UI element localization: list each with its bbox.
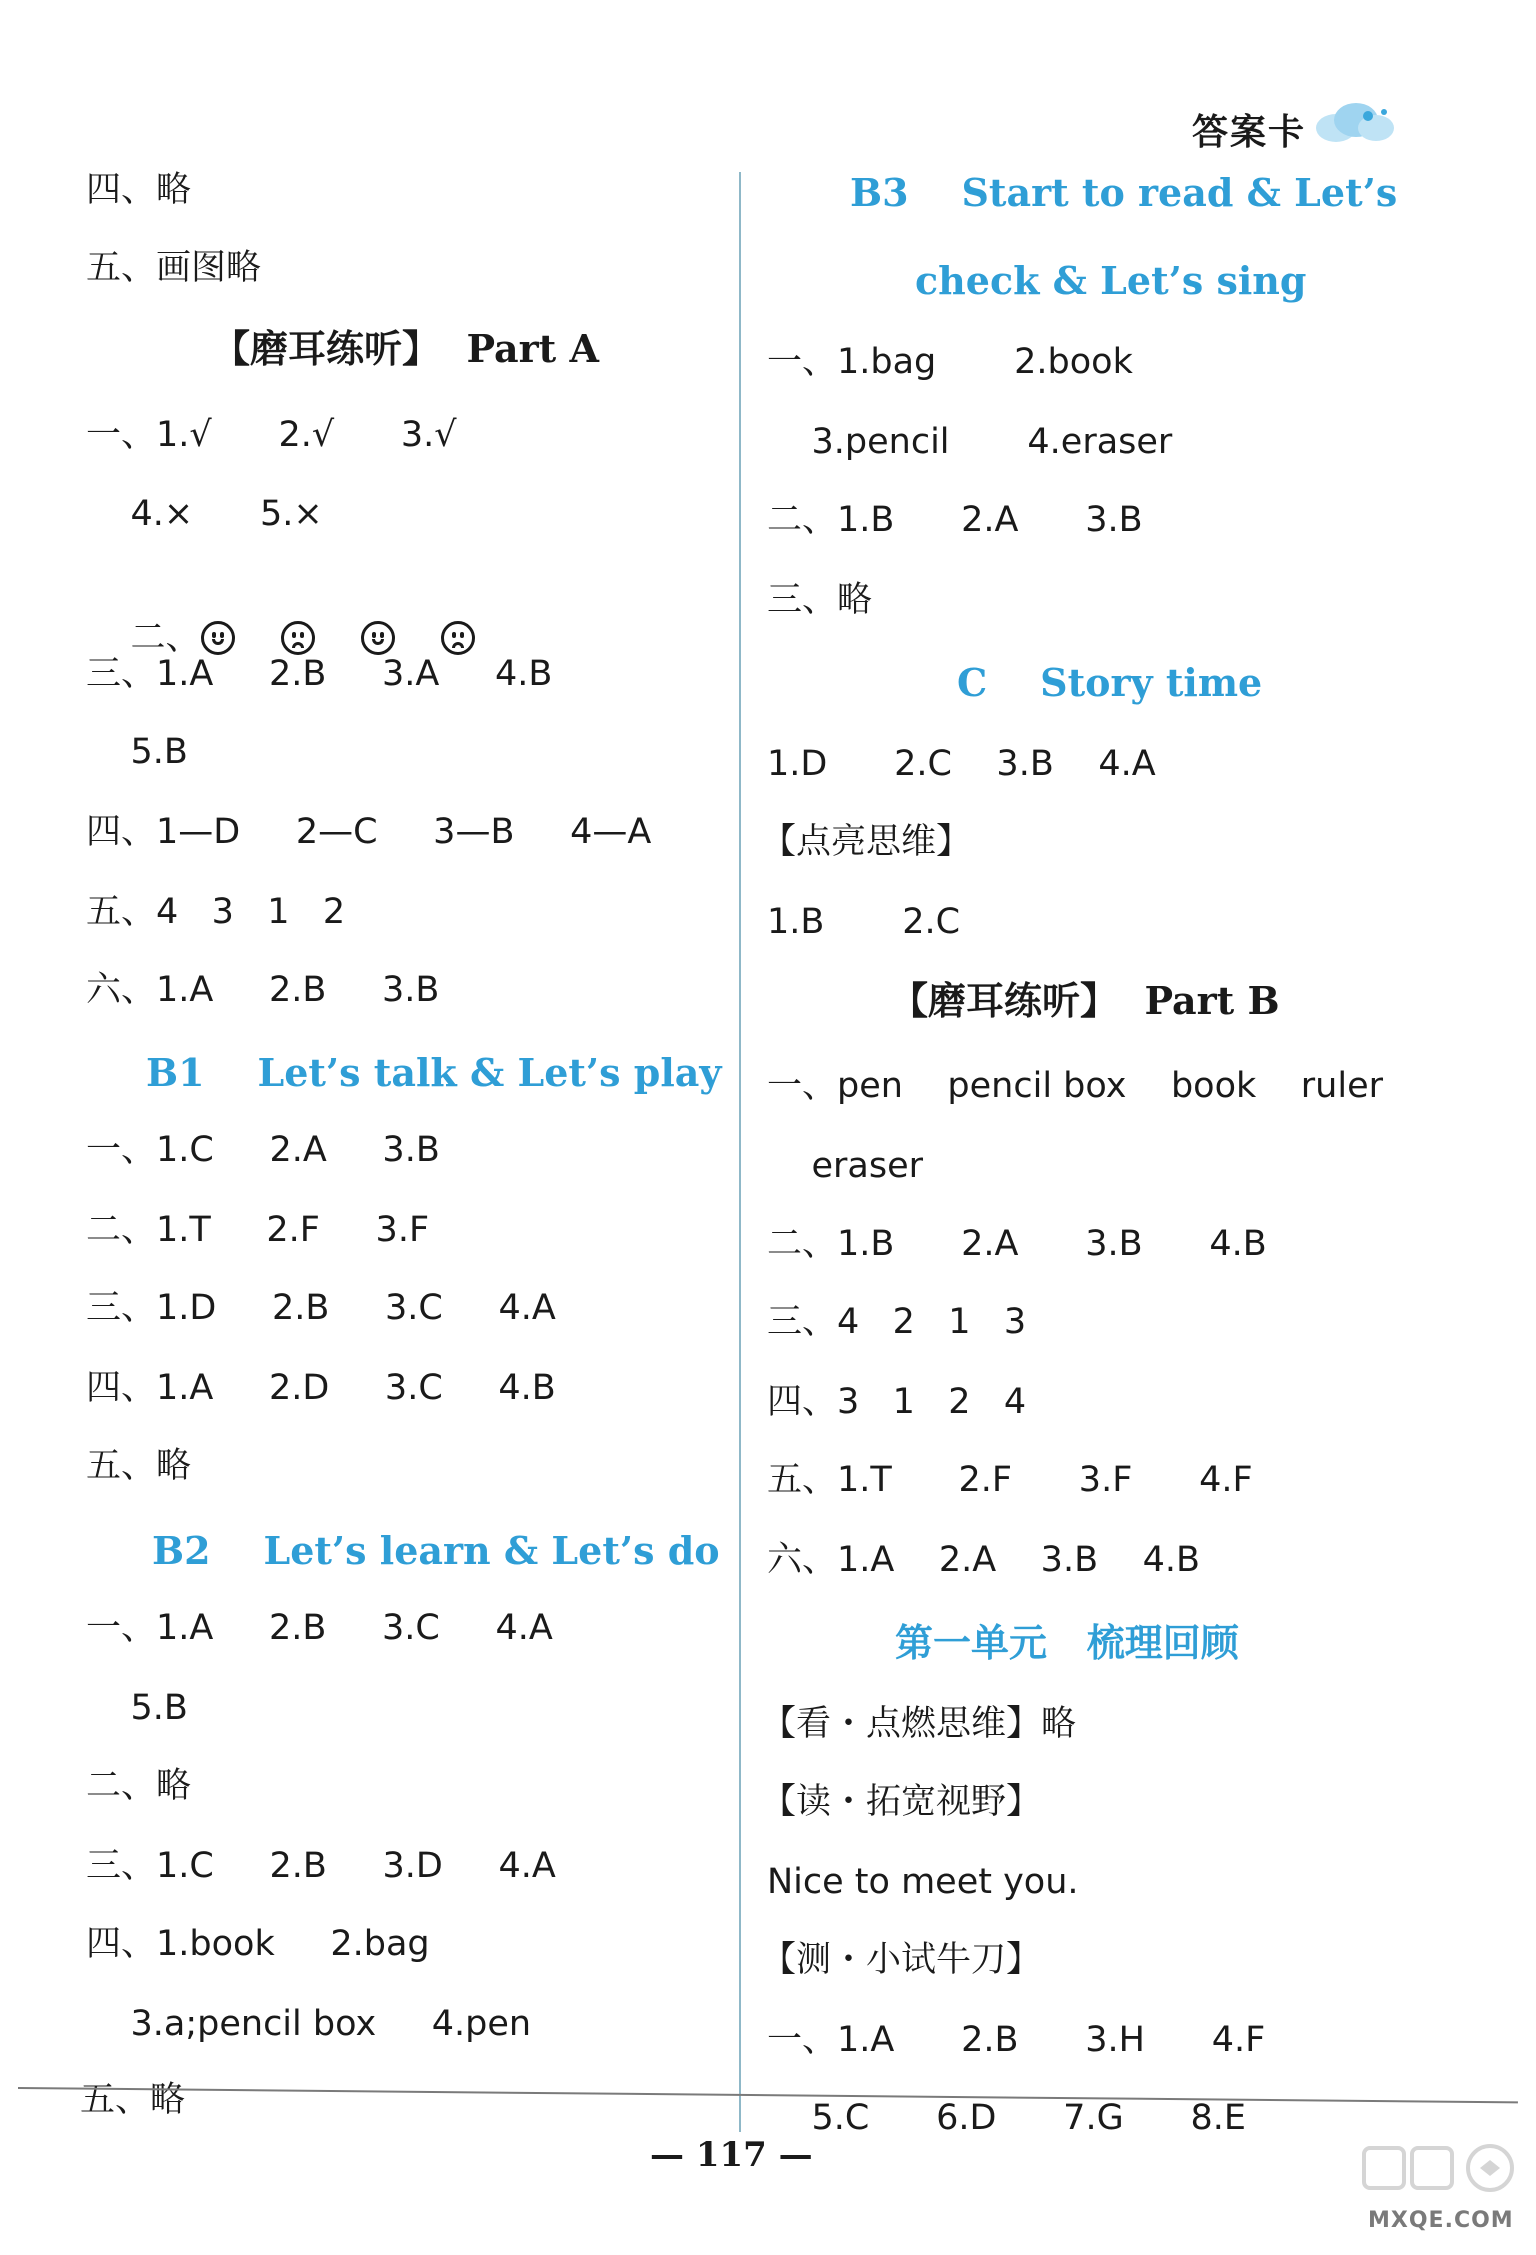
answer-line: 六、1.A 2.B 3.B: [86, 970, 440, 1010]
answer-line: 四、3 1 2 4: [767, 1382, 1027, 1422]
answer-line: 一、pen pencil box book ruler: [767, 1066, 1383, 1106]
answer-line: 【看・点燃思维】略: [761, 1704, 1077, 1744]
answer-card-title: 答案卡: [1192, 112, 1307, 153]
answer-line: 二、1.T 2.F 3.F: [86, 1210, 430, 1250]
answer-line: 4.× 5.×: [86, 494, 323, 534]
answer-line: 五、画图略: [86, 248, 262, 288]
answer-line: 一、1.bag 2.book: [767, 342, 1133, 382]
cloud-decoration-icon: [1310, 98, 1400, 150]
section-heading: 【磨耳练听】 Part A: [212, 326, 599, 371]
answer-line: 一、1.A 2.B 3.H 4.F: [767, 2020, 1266, 2060]
answer-line: 五、略: [86, 1446, 192, 1486]
answer-line: 二、略: [86, 1766, 192, 1806]
section-heading: B1 Let’s talk & Let’s play: [146, 1050, 722, 1095]
answer-line: 五、4 3 1 2: [86, 892, 346, 932]
answer-line: 五、略: [80, 2080, 186, 2120]
answer-line: 四、1—D 2—C 3—B 4—A: [86, 812, 652, 852]
answer-line: 【读・拓宽视野】: [761, 1782, 1042, 1822]
answer-line: 1.D 2.C 3.B 4.A: [767, 744, 1156, 784]
answer-line: 三、1.A 2.B 3.A 4.B: [86, 654, 553, 694]
answer-line: 3.a;pencil box 4.pen: [86, 2004, 532, 2044]
answer-line: 一、1.C 2.A 3.B: [86, 1130, 440, 1170]
answer-line: 【测・小试牛刀】: [761, 1940, 1042, 1980]
section-heading: C Story time: [957, 660, 1263, 705]
answer-line: 1.B 2.C: [767, 902, 961, 942]
face-prefix: 二、: [130, 618, 201, 658]
answer-line: eraser: [767, 1146, 924, 1186]
section-heading: check & Let’s sing: [915, 258, 1307, 303]
watermark-text: MXQE.COM: [1368, 2208, 1514, 2233]
answer-line: 一、1.A 2.B 3.C 4.A: [86, 1608, 553, 1648]
sad-face-icon: [281, 621, 315, 655]
section-heading: 【磨耳练听】 Part B: [890, 978, 1280, 1023]
answer-line: 二、1.B 2.A 3.B 4.B: [767, 1224, 1267, 1264]
answer-line: 四、1.book 2.bag: [86, 1924, 430, 1964]
answer-line: 五、1.T 2.F 3.F 4.F: [767, 1460, 1253, 1500]
answer-line: 六、1.A 2.A 3.B 4.B: [767, 1540, 1200, 1580]
answer-line: 四、略: [86, 170, 192, 210]
answer-line: 四、1.A 2.D 3.C 4.B: [86, 1368, 556, 1408]
answer-line: 5.C 6.D 7.G 8.E: [767, 2098, 1246, 2138]
answer-line: Nice to meet you.: [767, 1862, 1079, 1902]
answer-line: 二、1.B 2.A 3.B: [767, 500, 1143, 540]
answer-line: 【点亮思维】: [761, 822, 972, 862]
answer-line: 5.B: [86, 732, 188, 772]
section-heading: 第一单元 梳理回顾: [895, 1620, 1239, 1665]
answer-line: 三、略: [767, 580, 873, 620]
sad-face-icon: [441, 621, 475, 655]
answer-line: 三、1.C 2.B 3.D 4.A: [86, 1846, 556, 1886]
answer-line: 三、1.D 2.B 3.C 4.A: [86, 1288, 556, 1328]
answer-line: 3.pencil 4.eraser: [767, 422, 1173, 462]
answer-line: 5.B: [86, 1688, 188, 1728]
answer-line: 一、1.√ 2.√ 3.√: [86, 415, 457, 455]
answer-line: 三、4 2 1 3: [767, 1302, 1027, 1342]
column-divider: [739, 172, 741, 2132]
page-number: — 117 —: [650, 2135, 813, 2175]
section-heading: B3 Start to read & Let’s: [850, 170, 1398, 215]
smiley-face-icon: [201, 621, 235, 655]
section-heading: B2 Let’s learn & Let’s do: [152, 1528, 720, 1573]
smiley-face-icon: [361, 621, 395, 655]
